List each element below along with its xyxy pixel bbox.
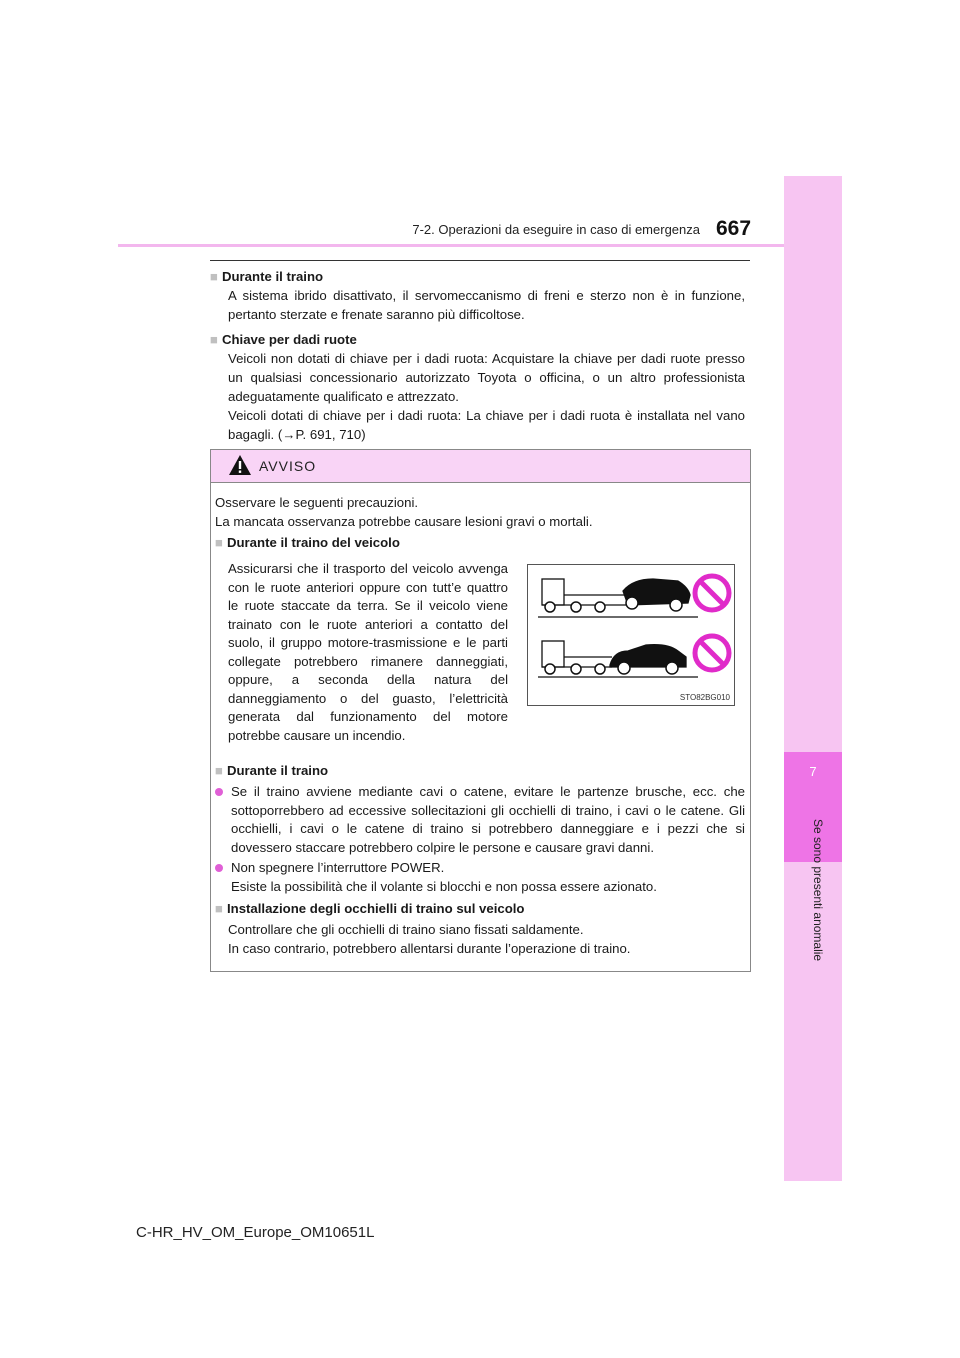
warning-tow-eyelet-text (228, 921, 743, 958)
page-number: 667 (716, 217, 752, 240)
section-wheel-nut-key (210, 330, 745, 444)
warning-intro (215, 494, 745, 531)
warning-intro-line-2: La mancata osservanza potrebbe causare lesioni gravi o mortali. (215, 513, 593, 529)
illustration-code: STO82BG010 (679, 693, 730, 702)
warning-title: AVVISO (259, 458, 317, 474)
bullet-text-line-1: Non spegnere l’interruttore POWER. (231, 860, 445, 875)
warning-towing-vehicle-text: Assicurarsi che il trasporto del veicolo avvenga con le ruote anteriori oppure con tutt’e quattro le ruote staccate da terra. Se il veicolo viene trainato con le ruote anteriori a contatto del suolo, il gruppo motore-trasmissione e le parti collegate potrebbero rimanere danneggiati, oppure, a seconda della natura del danneggiamento o del guasto, l’elettricità generata dal funzionamento del motore potrebbe causare un incendio. (228, 561, 508, 743)
towing-illustration (527, 564, 735, 706)
section-body: Veicoli non dotati di chiave per i dadi ruota: Acquistare la chiave per dadi ruote presso un qualsiasi concessionario autorizzato Toyota o officina, o un altro professionista adeguatamente qualificato e attrezzato. (228, 351, 745, 404)
section-body-2: Veicoli dotati di chiave per i dadi ruota: La chiave per i dadi ruota è installata nel vano bagagli. (→P. 691, 710) (228, 408, 745, 442)
header-section-title: 7-2. Operazioni da eseguire in caso di emergenza (412, 222, 700, 237)
bullet-dot-icon (215, 788, 223, 796)
tow-eyelet-line-1: Controllare che gli occhielli di traino siano fissati saldamente. (228, 922, 584, 937)
warning-subheading-towing-vehicle: ■ Durante il traino del veicolo (215, 534, 400, 553)
warning-subheading-tow-eyelet: ■ Installazione degli occhielli di traino sul veicolo (215, 900, 525, 919)
tow-truck-drawing (528, 565, 734, 705)
section-heading: ■ Durante il traino (210, 267, 745, 286)
content-top-rule (210, 260, 750, 261)
warning-bullet-2 (215, 859, 745, 896)
warning-bullet-1 (215, 783, 745, 857)
chapter-number: 7 (809, 764, 817, 779)
warning-triangle-icon (228, 454, 252, 476)
bullet-text-line-2: Esiste la possibilità che il volante si blocchi e non possa essere azionato. (231, 878, 657, 894)
header-divider (118, 244, 784, 247)
chapter-title: Se sono presenti anomalie (811, 819, 825, 962)
bullet-dot-icon (215, 864, 223, 872)
prohibited-icon (695, 576, 729, 670)
warning-box (210, 449, 751, 972)
warning-title-bar (211, 450, 750, 483)
tow-eyelet-line-2: In caso contrario, potrebbero allentarsi durante l’operazione di traino. (228, 940, 631, 956)
warning-subheading-towing: ■ Durante il traino (215, 762, 328, 781)
bullet-text: Se il traino avviene mediante cavi o catene, evitare le partenze brusche, ecc. che sottoporrebbero ad eccessive sollecitazioni gli occhielli di traino, i cavi o le catene. Gli occhielli, i cavi o le catene di traino si potrebbero danneggiare e i pezzi che si dovessero staccare potrebbero colpire le persone e causare gravi danni. (231, 784, 745, 855)
warning-intro-line-1: Osservare le seguenti precauzioni. (215, 495, 419, 510)
chapter-side-tab (784, 176, 842, 1181)
section-towing (210, 267, 745, 324)
document-code: C-HR_HV_OM_Europe_OM10651L (136, 1224, 375, 1241)
section-body: A sistema ibrido disattivato, il servomeccanismo di freni e sterzo non è in funzione, pertanto sterzate e frenate saranno più difficoltose. (228, 288, 745, 322)
section-heading: ■ Chiave per dadi ruote (210, 330, 745, 349)
